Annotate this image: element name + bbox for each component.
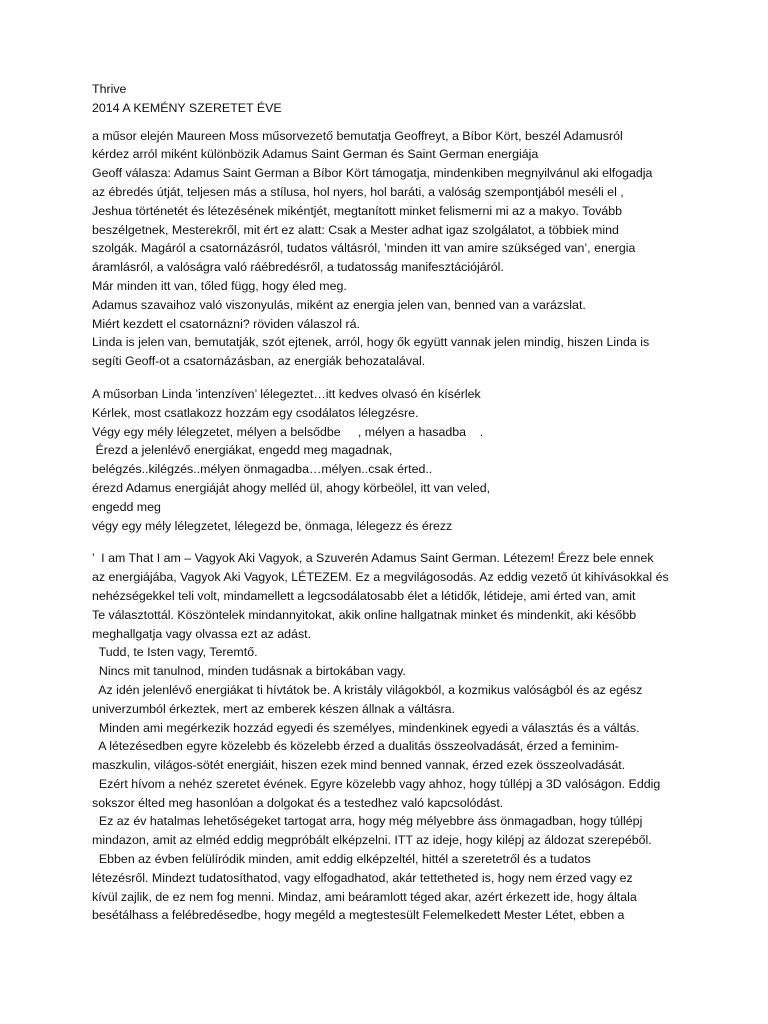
paragraph-line: áramlásról, a valóságra való ráébredésről, a tudatosság manifesztációjáról.	[92, 260, 504, 275]
paragraph-line: besétálhass a felébredésedbe, hogy megéld a megtestesült Felemelkedett Mester Létet, ebben a	[92, 908, 625, 923]
paragraph-line: engedd meg	[92, 499, 161, 514]
paragraph-line: kívül zajlik, de ez nem fog menni. Mindaz, ami beáramlott téged akar, azért érkezett ide, hogy általa	[92, 889, 637, 904]
paragraph-line: Kérlek, most csatlakozz hozzám egy csodálatos lélegzésre.	[92, 405, 419, 420]
paragraph-line: ’ I am That I am – Vagyok Aki Vagyok, a Szuverén Adamus Saint German. Létezem! Érezz bele ennek	[92, 551, 654, 566]
paragraph-line: a műsor elején Maureen Moss műsorvezető bemutatja Geoffreyt, a Bíbor Kört, beszél Adamusról	[92, 128, 623, 143]
paragraph-line: Jeshua történetét és létezésének mikéntjét, megtanított minket felismerni mi az a makyo. Tovább	[92, 203, 623, 218]
paragraph-line: mindazon, amit az elméd eddig megpróbált elképzelni. ITT az ideje, hogy kilépj az áldozat szerepéből.	[92, 833, 652, 848]
paragraph-line: Ezért hívom a nehéz szeretet évének. Egyre közelebb vagy ahhoz, hogy túllépj a 3D valóságon. Eddig	[92, 776, 661, 791]
paragraph-line: nehézségekkel teli volt, mindamellett a legcsodálatosabb élet a létidők, létideje, ami érted van, amit	[92, 588, 636, 603]
paragraph-line: Végy egy mély lélegzetet, mélyen a belsődbe , mélyen a hasadba .	[92, 424, 484, 439]
breathing-section	[92, 385, 682, 535]
paragraph-line: végy egy mély lélegzetet, lélegezd be, önmaga, lélegezz és érezz	[92, 518, 453, 533]
paragraph-line: Te választottál. Köszöntelek mindannyitokat, akik online hallgatnak minket és mindenkit, aki később	[92, 607, 637, 622]
paragraph-line: Linda is jelen van, bemutatják, szót ejtenek, arról, hogy ők együtt vannak jelen mindig, hiszen Linda is	[92, 335, 650, 350]
paragraph-line: Ebben az évben felülíródik minden, amit eddig elképzeltél, hittél a szeretetről és a tudatos	[92, 852, 591, 867]
paragraph-line: létezésről. Mindezt tudatosíthatod, vagy elfogadhatod, akár tettetheted is, hogy nem érzed vagy ez	[92, 870, 633, 885]
document-page	[92, 80, 682, 925]
intro-section	[92, 127, 682, 371]
paragraph-line: Érezd a jelenlévő energiákat, engedd meg magadnak,	[92, 443, 393, 458]
paragraph-line: A létezésedben egyre közelebb és közelebb érzed a dualitás összeolvadását, érzed a feminim-	[92, 739, 619, 754]
paragraph-line: Már minden itt van, tőled függ, hogy éled meg.	[92, 278, 347, 293]
paragraph-line: Tudd, te Isten vagy, Teremtő.	[92, 645, 258, 660]
paragraph-line: az ébredés útját, teljesen más a stílusa, hol nyers, hol baráti, a valóság szempontjából meséli el ,	[92, 184, 624, 199]
paragraph-line: Minden ami megérkezik hozzád egyedi és személyes, mindenkinek egyedi a választás és a váltás.	[92, 720, 640, 735]
paragraph-line: szolgák. Magáról a csatornázásról, tudatos váltásról, ’minden itt van amire szükséged van’, energia	[92, 241, 636, 256]
paragraph-line: sokszor élted meg hasonlóan a dolgokat és a testedhez való kapcsolódást.	[92, 795, 504, 810]
header-subtitle: 2014 A KEMÉNY SZERETET ÉVE	[92, 100, 282, 115]
paragraph-line: kérdez arról miként különbözik Adamus Saint German és Saint German energiája	[92, 147, 539, 162]
paragraph-line: Nincs mit tanulnod, minden tudásnak a birtokában vagy.	[92, 664, 406, 679]
paragraph-line: maszkulin, világos-sötét energiáit, hiszen ezek mind benned vannak, érzed ezek összeolvadását.	[92, 758, 626, 773]
paragraph-line: Adamus szavaihoz való viszonyulás, miként az energia jelen van, benned van a varázslat.	[92, 297, 586, 312]
paragraph-line: beszélgetnek, Mesterekről, mit ért ez alatt: Csak a Mester adhat igaz szolgálatot, a többiek mind	[92, 222, 619, 237]
paragraph-line: A műsorban Linda ’intenzíven’ lélegeztet…itt kedves olvasó én kísérlek	[92, 386, 481, 401]
document-header	[92, 80, 682, 118]
paragraph-line: Geoff válasza: Adamus Saint German a Bíbor Kört támogatja, mindenkiben megnyilvánul aki elfogadja	[92, 166, 653, 181]
header-title: Thrive	[92, 82, 127, 96]
paragraph-line: Ez az év hatalmas lehetőségeket tartogat arra, hogy még mélyebbre áss önmagadban, hogy túllépj	[92, 814, 643, 829]
paragraph-line: Az idén jelenlévő energiákat ti hívtátok be. A kristály világokból, a kozmikus valóságból és az egész	[92, 682, 643, 697]
paragraph-line: az energiájába, Vagyok Aki Vagyok, LÉTEZEM. Ez a megvilágosodás. Az eddig vezető út kihívásokkal és	[92, 570, 669, 585]
paragraph-line: Miért kezdett el csatornázni? röviden válaszol rá.	[92, 316, 360, 331]
channeling-section	[92, 549, 682, 925]
paragraph-line: meghallgatja vagy olvassa ezt az adást.	[92, 626, 312, 641]
paragraph-line: érezd Adamus energiáját ahogy melléd ül, ahogy körbeölel, itt van veled,	[92, 480, 491, 495]
paragraph-line: univerzumból érkeztek, mert az emberek készen állnak a váltásra.	[92, 701, 455, 716]
paragraph-line: segíti Geoff-ot a csatornázásban, az energiák behozatalával.	[92, 354, 426, 369]
paragraph-line: belégzés..kilégzés..mélyen önmagadba…mélyen..csak érted..	[92, 462, 433, 477]
